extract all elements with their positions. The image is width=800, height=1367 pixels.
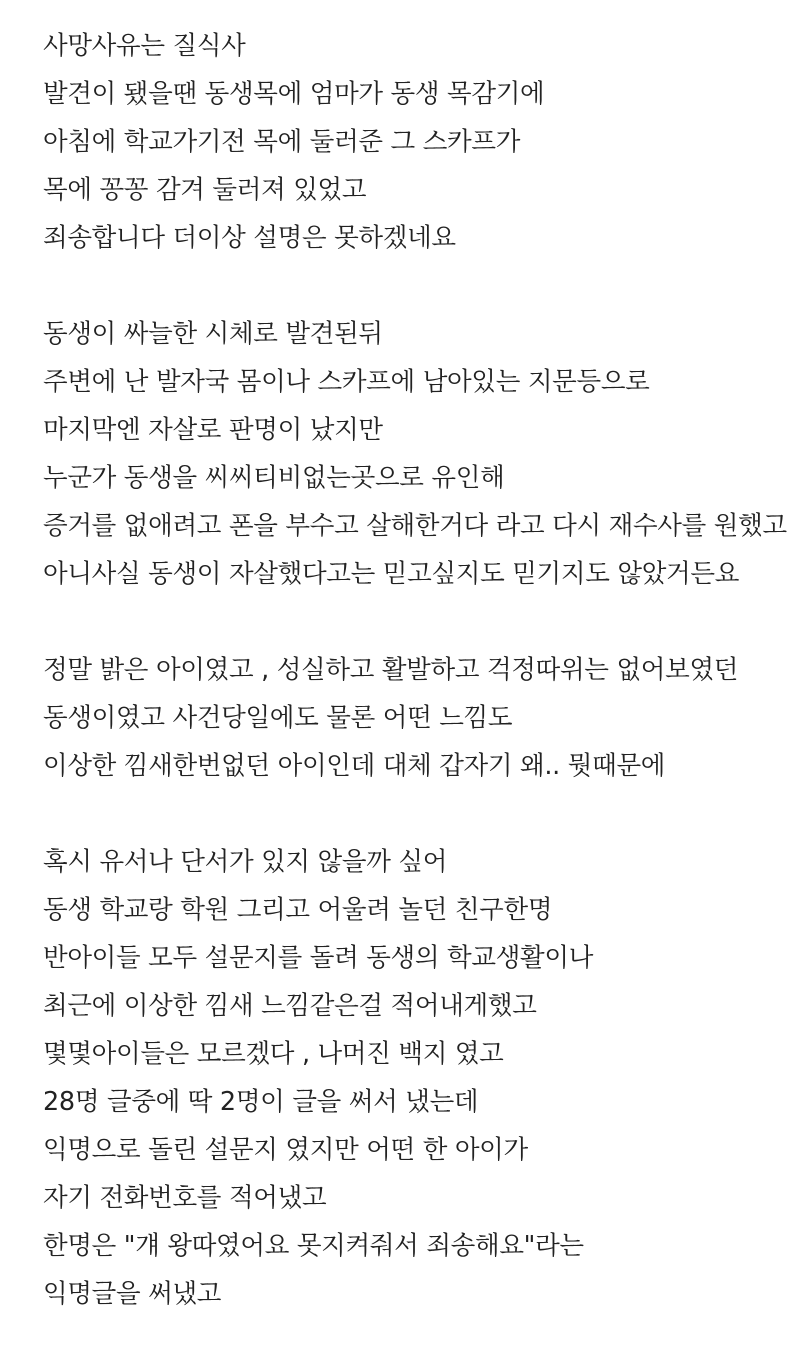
paragraph	[43, 22, 793, 262]
text-line: 이상한 낌새한번없던 아이인데 대체 갑자기 왜.. 뭣때문에	[43, 751, 666, 781]
text-line: 주변에 난 발자국 몸이나 스카프에 남아있는 지문등으로	[43, 367, 650, 397]
text-line: 한명은 "걔 왕따였어요 못지켜줘서 죄송해요"라는	[43, 1231, 584, 1261]
text-line: 자기 전화번호를 적어냈고	[43, 1183, 327, 1213]
text-line: 반아이들 모두 설문지를 돌려 동생의 학교생활이나	[43, 943, 594, 973]
text-line: 죄송합니다 더이상 설명은 못하겠네요	[43, 223, 456, 253]
text-line: 몇몇아이들은 모르겠다 , 나머진 백지 였고	[43, 1039, 504, 1069]
text-line: 누군가 동생을 씨씨티비없는곳으로 유인해	[43, 463, 505, 493]
text-line: 목에 꽁꽁 감겨 둘러져 있었고	[43, 175, 367, 205]
text-line: 혹시 유서나 단서가 있지 않을까 싶어	[43, 847, 448, 877]
text-line: 아침에 학교가기전 목에 둘러준 그 스카프가	[43, 127, 521, 157]
text-line: 아니사실 동생이 자살했다고는 믿고싶지도 믿기지도 않았거든요	[43, 559, 740, 589]
post-body	[43, 22, 793, 1366]
paragraph	[43, 838, 793, 1318]
text-line: 동생이였고 사건당일에도 물론 어떤 느낌도	[43, 703, 513, 733]
text-line: 마지막엔 자살로 판명이 났지만	[43, 415, 383, 445]
text-line: 최근에 이상한 낌새 느낌같은걸 적어내게했고	[43, 991, 537, 1021]
paragraph	[43, 646, 793, 790]
text-line: 동생 학교랑 학원 그리고 어울려 놀던 친구한명	[43, 895, 553, 925]
paragraph	[43, 310, 793, 598]
text-line: 증거를 없애려고 폰을 부수고 살해한거다 라고 다시 재수사를 원했고	[43, 511, 787, 541]
text-line: 익명으로 돌린 설문지 였지만 어떤 한 아이가	[43, 1135, 528, 1165]
text-line: 28명 글중에 딱 2명이 글을 써서 냈는데	[43, 1087, 479, 1117]
text-line: 익명글을 써냈고	[43, 1279, 222, 1309]
text-line: 동생이 싸늘한 시체로 발견된뒤	[43, 319, 383, 349]
text-line: 사망사유는 질식사	[43, 31, 246, 61]
text-line: 정말 밝은 아이였고 , 성실하고 활발하고 걱정따위는 없어보였던	[43, 655, 739, 685]
text-line: 발견이 됐을땐 동생목에 엄마가 동생 목감기에	[43, 79, 545, 109]
